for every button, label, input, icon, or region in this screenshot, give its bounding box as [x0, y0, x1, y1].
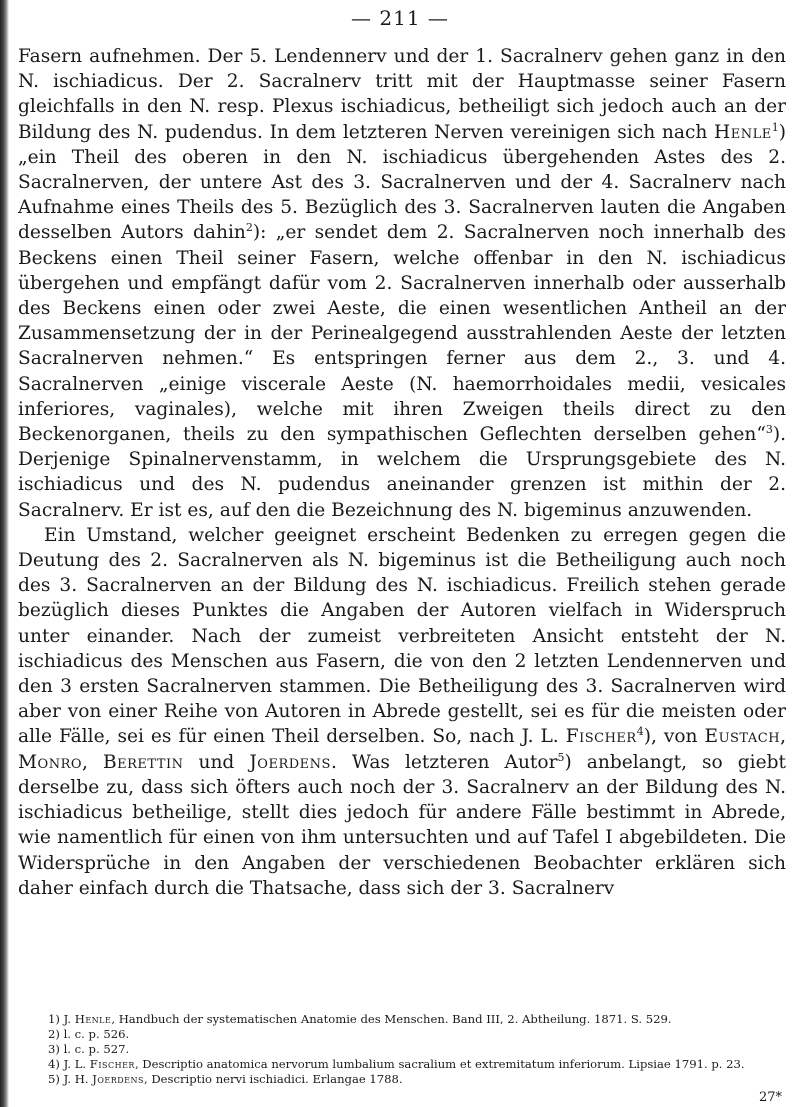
footnote-number: 3): [48, 1042, 64, 1056]
text-run: , Handbuch der systematischen Anatomie des Menschen. Band III, 2. Abtheilung. 1871. S. 529.: [111, 1012, 672, 1026]
text-run: ). Derjenige Spinalnervenstamm, in welchem die Ursprungsgebiete des N. ischiadicus und des N. pudendus aneinander grenzen ist mithin der 2. Sacralnerv. Er ist es, auf den die Bezeichnung des N. bigeminus anzuwenden.: [18, 424, 786, 521]
footnotes: [18, 1012, 786, 1087]
author-name: Eustach: [704, 726, 781, 748]
footnote: [18, 1072, 786, 1087]
text-run: ): „er sendet dem 2. Sacralnerven noch innerhalb des Beckens einen Theil seiner Fasern, welche offenbar in den N. ischiadicus übergehen und empfängt dafür vom 2. Sacralnerven innerhalb oder ausserhalb des Beckens einen oder zwei Aeste, die einen wesentlichen Antheil an der Zusammensetzung der in der Perinealgegend ausstrahlenden Aeste der letzten Sacralnerven nehmen.“ Es entspringen ferner aus dem 2., 3. und 4. Sacralnerven „einige viscerale Aeste (N. haemorrhoidales medii, vesicales inferiores, vaginales), welche mit ihren Zweigen theils direct zu den Beckenorganen, theils zu den sympathischen Geflechten derselben gehen“: [18, 222, 787, 446]
text-run: Fasern aufnehmen. Der 5. Lendennerv und der 1. Sacralnerv gehen ganz in den N. ischiadicus. Der 2. Sacralnerv tritt mit der Hauptmasse seiner Fasern gleichfalls in den N. resp. Plexus ischiadicus, betheiligt sich jedoch auch an der Bildung des N. pudendus. In dem letzteren Nerven vereinigen sich nach: [18, 46, 786, 143]
page-binding-edge: [0, 0, 9, 1107]
text-run: Ein Umstand, welcher geeignet erscheint Bedenken zu erregen gegen die Deutung des 2. Sacralnerven als N. bigeminus ist die Betheiligung auch noch des 3. Sacralnerven an der Bildung des N. ischiadicus. Freilich stehen gerade bezüglich dieses Punktes die Angaben der Autoren vielfach in Widerspruch unter einander. Nach der zumeist verbreiteten Ansicht entsteht der N. ischiadicus des Menschen aus Fasern, die von den 2 letzten Lendennerven und den 3 ersten Sacralnerven stammen. Die Betheiligung des 3. Sacralnerven wird aber von einer Reihe von Autoren in Abrede gestellt, sei es für die meisten oder alle Fälle, sei es für einen Theil derselben. So, nach J. L.: [18, 524, 786, 748]
footnote: [18, 1042, 786, 1057]
text-run: l. c. p. 526.: [63, 1027, 130, 1041]
footnote-reference: 5: [557, 750, 565, 764]
footnote-number: 5): [48, 1072, 64, 1086]
author-name: Fischer: [565, 726, 637, 748]
author-name: Henle: [714, 121, 772, 143]
footnote-reference: 4: [636, 725, 644, 739]
footnote: [18, 1057, 786, 1072]
text-run: ), von: [643, 726, 705, 748]
footnote-number: 4): [48, 1057, 64, 1071]
text-run: ,: [780, 726, 786, 748]
footnote-number: 2): [48, 1027, 64, 1041]
text-run: ) anbelangt, so giebt derselbe zu, dass sich öfters auch noch der 3. Sacralnerv an der Bildung des N. ischiadicus betheilige, stellt dies jedoch für andere Fälle bestimmt in Abrede, wie namentlich für einen von ihm untersuchten und auf Tafel I abgebildeten. Die Widersprüche in den Angaben der verschiedenen Beobachter erklären sich daher einfach durch die Thatsache, dass sich der 3. Sacralnerv: [18, 751, 786, 899]
body-text: [18, 44, 786, 901]
author-name: Henle: [74, 1012, 112, 1026]
printer-signature-mark: 27*: [758, 1090, 782, 1105]
footnote: [18, 1027, 786, 1042]
text-run: J.: [63, 1012, 75, 1026]
footnote-number: 1): [48, 1012, 64, 1026]
author-name: Berettin: [102, 751, 184, 773]
text-run: l. c. p. 527.: [63, 1042, 130, 1056]
paragraph: [18, 44, 786, 523]
text-run: , Descriptio anatomica nervorum lumbalium sacralium et extremitatum inferiorum. Lipsiae 1791. p. 23.: [134, 1057, 745, 1071]
text-run: . Was letzteren Autor: [330, 751, 558, 773]
footnote: [18, 1012, 786, 1027]
author-name: Joerdens: [92, 1072, 145, 1086]
text-run: ) „ein Theil des oberen in den N. ischiadicus übergehenden Astes des 2. Sacralnerven, der untere Ast des 3. Sacralnerven und der 4. Sacralnerv nach Aufnahme eines Theils des 5. Bezüglich des 3. Sacralnerven lauten die Angaben desselben Autors dahin: [18, 121, 786, 244]
page-number: — 211 —: [351, 6, 449, 30]
text-run: ,: [82, 751, 103, 773]
footnote-reference: 1: [771, 120, 779, 134]
author-name: Fischer: [89, 1057, 135, 1071]
footnote-reference: 2: [245, 221, 253, 235]
text-run: J. L.: [63, 1057, 90, 1071]
text-run: J. H.: [63, 1072, 93, 1086]
text-run: , Descriptio nervi ischiadici. Erlangae 1788.: [144, 1072, 403, 1086]
text-run: und: [183, 751, 250, 773]
author-name: Joerdens: [249, 751, 331, 773]
paragraph: [18, 523, 786, 901]
footnote-reference: 3: [765, 423, 773, 437]
author-name: Monro: [18, 751, 83, 773]
